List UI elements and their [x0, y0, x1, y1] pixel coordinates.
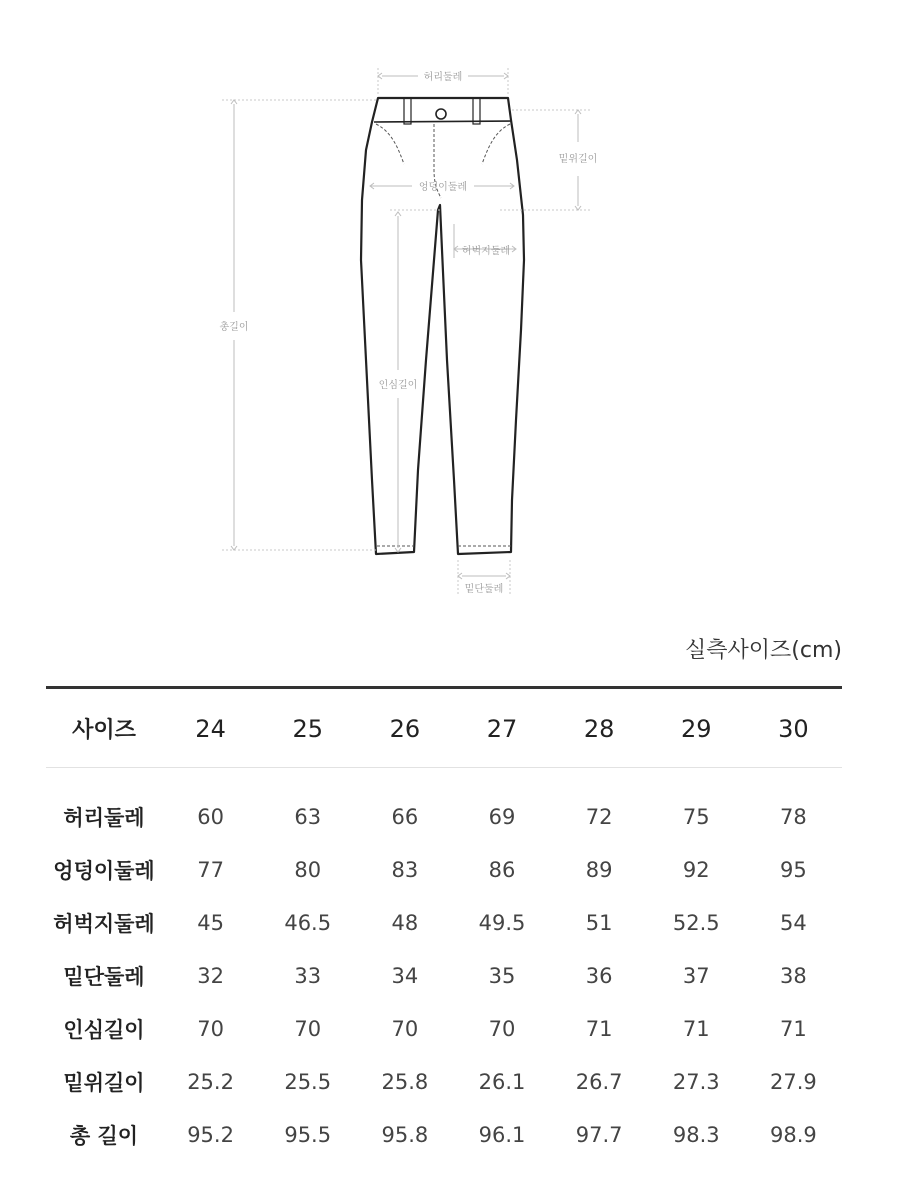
table-row [46, 896, 842, 949]
row-label: 엉덩이둘레 [53, 858, 155, 883]
table-cell: 95.2 [187, 1122, 234, 1147]
table-cell: 70 [391, 1016, 419, 1041]
total-length-label: 총길이 [219, 322, 249, 333]
row-label: 총 길이 [69, 1123, 139, 1148]
table-cell: 70 [294, 1016, 322, 1041]
size-table [46, 690, 842, 1161]
header-size-label: 사이즈 [72, 718, 136, 743]
table-cell: 97.7 [575, 1122, 623, 1147]
hem-label: 밑단둘레 [464, 584, 504, 595]
table-cell: 60 [197, 804, 224, 829]
header-size-27: 27 [486, 714, 518, 743]
table-cell: 98.9 [770, 1122, 817, 1147]
table-cell: 26.7 [575, 1069, 623, 1094]
table-row [46, 790, 842, 843]
table-cell: 25.8 [381, 1069, 429, 1094]
row-label: 허리둘레 [63, 805, 145, 830]
table-cell: 95 [780, 857, 807, 882]
table-cell: 71 [682, 1016, 710, 1041]
table-cell: 48 [391, 910, 419, 935]
table-cell: 63 [294, 804, 322, 829]
waistband-line [374, 121, 512, 122]
table-cell: 37 [682, 963, 710, 988]
table-header-row [46, 690, 842, 767]
table-cell: 80 [294, 857, 322, 882]
row-label: 밑위길이 [63, 1070, 145, 1095]
waist-label: 허리둘레 [423, 72, 463, 83]
table-cell: 35 [488, 963, 516, 988]
table-cell: 98.3 [672, 1122, 720, 1147]
header-size-25: 25 [292, 714, 323, 743]
hip-label: 엉덩이둘레 [418, 182, 468, 193]
table-cell: 38 [780, 963, 807, 988]
table-cell: 27.3 [672, 1069, 720, 1094]
header-size-26: 26 [389, 714, 421, 743]
table-row [46, 1055, 842, 1108]
table-top-rule [46, 686, 842, 689]
table-cell: 77 [197, 857, 224, 882]
table-cell: 25.5 [284, 1069, 332, 1094]
table-cell: 49.5 [478, 910, 526, 935]
table-cell: 70 [488, 1016, 516, 1041]
row-label: 인심길이 [63, 1017, 145, 1042]
table-row [46, 1108, 842, 1161]
inseam-label: 인심길이 [378, 380, 418, 391]
table-row [46, 949, 842, 1002]
table-cell: 25.2 [187, 1069, 234, 1094]
row-label: 허벅지둘레 [53, 911, 155, 936]
header-size-28: 28 [583, 714, 615, 743]
table-cell: 71 [585, 1016, 613, 1041]
table-cell: 36 [585, 963, 613, 988]
table-cell: 95.5 [284, 1122, 332, 1147]
table-cell: 69 [488, 804, 516, 829]
table-cell: 86 [488, 857, 516, 882]
table-cell: 66 [391, 804, 419, 829]
table-cell: 70 [197, 1016, 224, 1041]
table-cell: 89 [585, 857, 613, 882]
table-cell: 52.5 [672, 910, 720, 935]
table-cell: 46.5 [284, 910, 332, 935]
thigh-label: 허벅지둘레 [461, 246, 511, 257]
unit-caption: 실측사이즈(cm) [685, 638, 842, 663]
table-cell: 27.9 [770, 1069, 817, 1094]
rise-label: 밑위길이 [558, 154, 598, 165]
header-size-29: 29 [681, 714, 712, 743]
table-cell: 34 [391, 963, 419, 988]
table-cell: 71 [780, 1016, 807, 1041]
table-cell: 75 [682, 804, 710, 829]
table-cell: 78 [780, 804, 807, 829]
table-cell: 54 [780, 910, 807, 935]
table-cell: 32 [197, 963, 224, 988]
table-row [46, 843, 842, 896]
table-cell: 83 [391, 857, 419, 882]
table-row [46, 1002, 842, 1055]
table-cell: 45 [197, 910, 224, 935]
table-cell: 95.8 [381, 1122, 429, 1147]
table-cell: 26.1 [478, 1069, 526, 1094]
header-size-30: 30 [778, 714, 809, 743]
table-cell: 96.1 [478, 1122, 526, 1147]
table-cell: 72 [585, 804, 613, 829]
table-cell: 33 [294, 963, 322, 988]
pants-outline [361, 98, 524, 554]
header-size-24: 24 [195, 714, 226, 743]
row-label: 밑단둘레 [63, 964, 145, 989]
table-cell: 51 [585, 910, 613, 935]
table-cell: 92 [682, 857, 710, 882]
